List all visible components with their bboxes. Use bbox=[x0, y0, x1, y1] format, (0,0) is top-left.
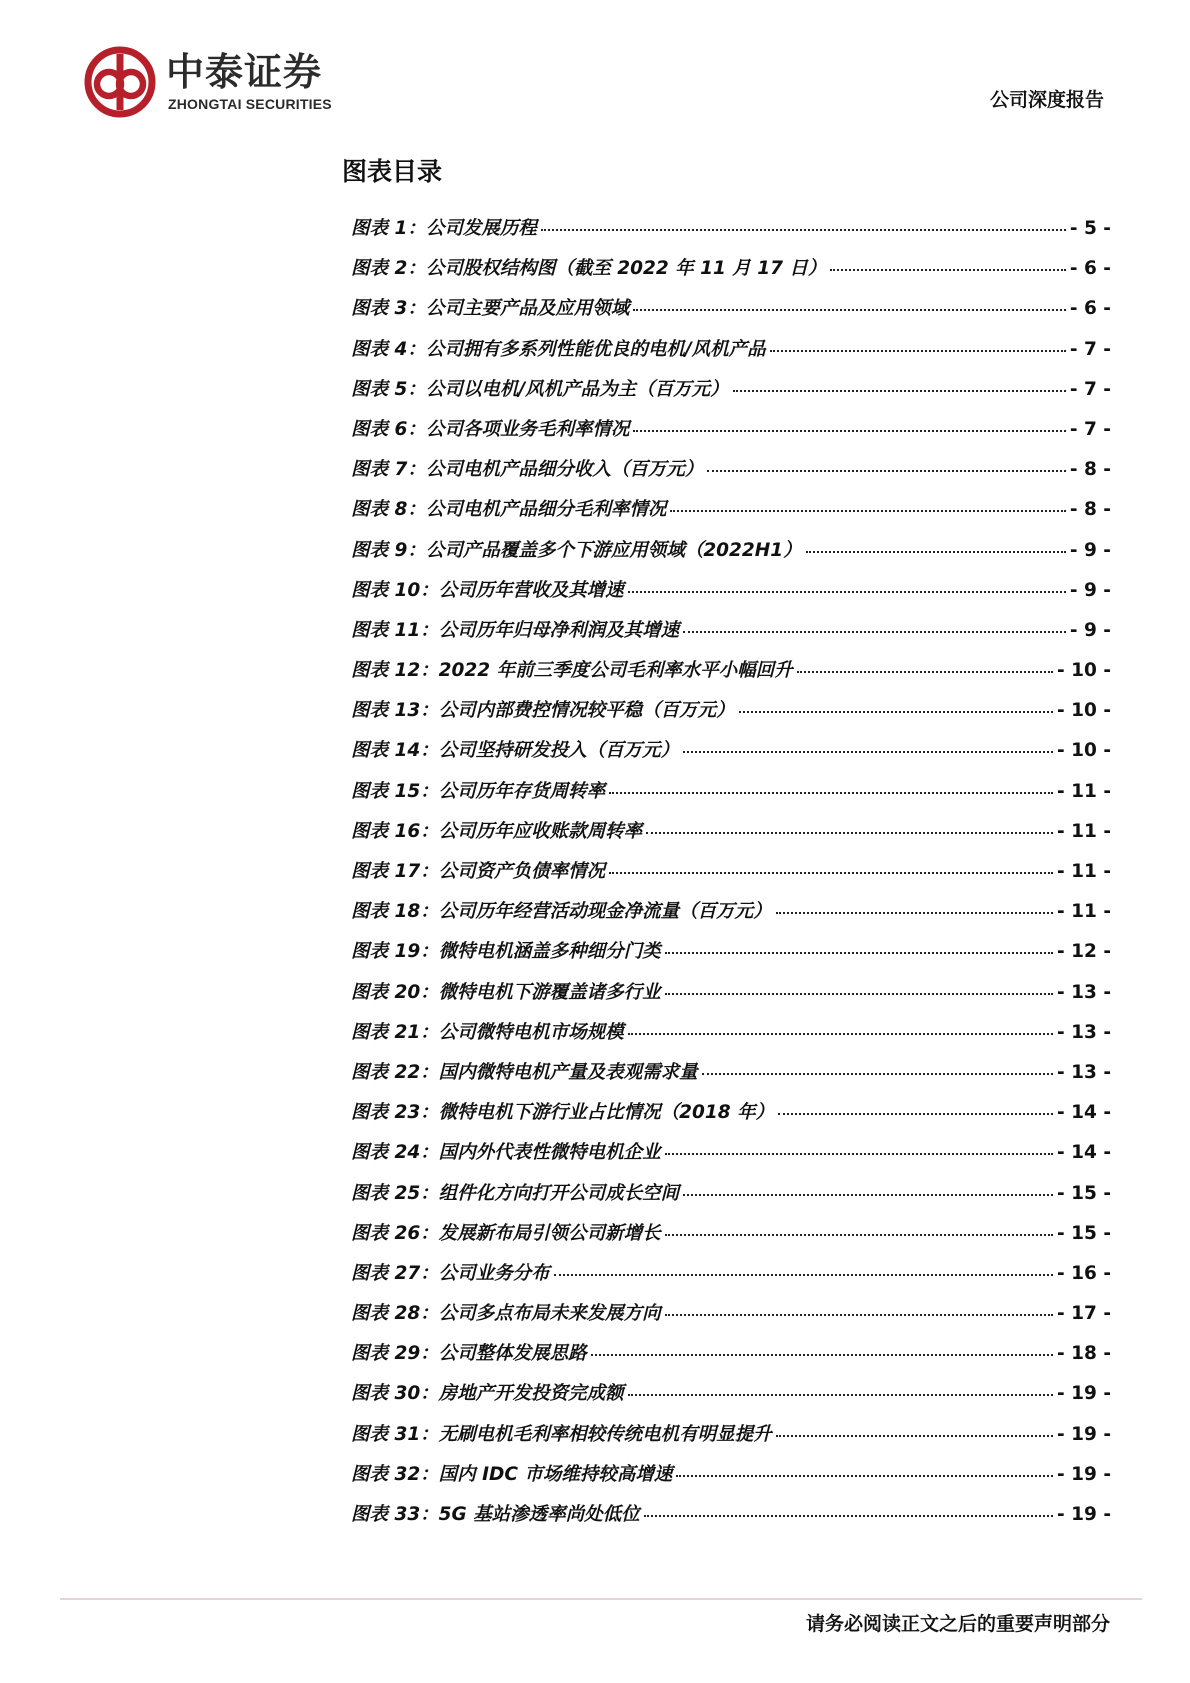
footer-disclaimer: 请务必阅读正文之后的重要声明部分 bbox=[805, 1613, 1110, 1635]
toc-entry-page: - 11 - bbox=[1057, 861, 1111, 882]
toc-entry-label: 图表 15：公司历年存货周转率 bbox=[351, 780, 606, 802]
toc-entry-label: 图表 19：微特电机涵盖多种细分门类 bbox=[351, 941, 661, 963]
toc-entry-page: - 10 - bbox=[1057, 660, 1111, 682]
toc-entry-label: 图表 21：公司微特电机市场规模 bbox=[351, 1021, 624, 1043]
toc-entry-label: 图表 18：公司历年经营活动现金净流量（百万元） bbox=[351, 901, 772, 923]
toc-entry-page: - 6 - bbox=[1069, 258, 1111, 280]
toc-entry[interactable] bbox=[351, 1460, 1111, 1500]
toc-entry[interactable] bbox=[351, 857, 1111, 897]
toc-entry[interactable] bbox=[351, 616, 1111, 656]
toc-entry-label: 图表 22：国内微特电机产量及表观需求量 bbox=[351, 1061, 698, 1083]
toc-entry-page: - 17 - bbox=[1057, 1303, 1111, 1325]
toc-entry[interactable] bbox=[351, 1420, 1111, 1460]
toc-entry-label: 图表 7：公司电机产品细分收入（百万元） bbox=[351, 459, 704, 481]
toc-entry-page: - 7 - bbox=[1069, 418, 1111, 440]
toc-dot-leader bbox=[665, 1314, 1053, 1316]
toc-dot-leader bbox=[554, 1274, 1053, 1276]
toc-entry-label: 图表 25：组件化方向打开公司成长空间 bbox=[351, 1182, 680, 1204]
zhongtai-logo-icon bbox=[84, 46, 156, 118]
brand-name-cn: 中泰证券 bbox=[166, 50, 323, 94]
toc-dot-leader bbox=[776, 912, 1053, 914]
toc-dot-leader bbox=[665, 1153, 1053, 1155]
toc-entry-page: - 6 - bbox=[1069, 298, 1111, 320]
toc-entry-label: 图表 24：国内外代表性微特电机企业 bbox=[351, 1142, 661, 1164]
toc-entry-page: - 9 - bbox=[1069, 579, 1111, 601]
toc-entry-label: 图表 10：公司历年营收及其增速 bbox=[351, 579, 624, 601]
toc-dot-leader bbox=[665, 952, 1053, 954]
toc-entry-page: - 10 - bbox=[1057, 700, 1111, 722]
toc-dot-leader bbox=[683, 631, 1066, 633]
toc-entry-label: 图表 27：公司业务分布 bbox=[351, 1262, 550, 1284]
toc-entry-label: 图表 26：发展新布局引领公司新增长 bbox=[351, 1222, 661, 1244]
toc-entry-page: - 13 - bbox=[1057, 1061, 1111, 1083]
toc-entry-page: - 8 - bbox=[1069, 499, 1111, 521]
toc-entry[interactable] bbox=[351, 536, 1111, 576]
toc-entry-label: 图表 32：国内 IDC 市场维持较高增速 bbox=[351, 1463, 673, 1485]
toc-entry[interactable] bbox=[351, 1339, 1111, 1379]
toc-dot-leader bbox=[628, 1394, 1053, 1396]
toc-dot-leader bbox=[702, 1073, 1053, 1075]
toc-dot-leader bbox=[683, 1194, 1053, 1196]
toc-dot-leader bbox=[541, 229, 1066, 231]
toc-dot-leader bbox=[683, 751, 1053, 753]
toc-entry-label: 图表 5：公司以电机/风机产品为主（百万元） bbox=[351, 378, 729, 400]
toc-dot-leader bbox=[806, 551, 1066, 553]
toc-entry[interactable] bbox=[351, 576, 1111, 616]
toc-entry-page: - 10 - bbox=[1057, 740, 1111, 762]
toc-entry[interactable] bbox=[351, 455, 1111, 495]
toc-dot-leader bbox=[830, 269, 1065, 271]
toc-entry-label: 图表 13：公司内部费控情况较平稳（百万元） bbox=[351, 700, 735, 722]
toc-dot-leader bbox=[670, 510, 1066, 512]
toc-entry-label: 图表 23：微特电机下游行业占比情况（2018 年） bbox=[351, 1102, 775, 1124]
toc-entry[interactable] bbox=[351, 817, 1111, 857]
toc-entry[interactable] bbox=[351, 978, 1111, 1018]
toc-entry-page: - 7 - bbox=[1069, 378, 1111, 400]
toc-entry-page: - 12 - bbox=[1057, 941, 1111, 963]
toc-entry[interactable] bbox=[351, 294, 1111, 334]
toc-entry-label: 图表 31：无刷电机毛利率相较传统电机有明显提升 bbox=[351, 1423, 772, 1445]
toc-dot-leader bbox=[591, 1354, 1053, 1356]
toc-dot-leader bbox=[778, 1113, 1053, 1115]
toc-dot-leader bbox=[797, 671, 1053, 673]
toc-entry[interactable] bbox=[351, 214, 1111, 254]
toc-entry-label: 图表 28：公司多点布局未来发展方向 bbox=[351, 1303, 661, 1325]
toc-dot-leader bbox=[609, 792, 1053, 794]
toc-entry-label: 图表 4：公司拥有多系列性能优良的电机/风机产品 bbox=[351, 338, 766, 360]
toc-entry-page: - 11 - bbox=[1057, 780, 1111, 802]
toc-entry[interactable] bbox=[351, 696, 1111, 736]
toc-entry[interactable] bbox=[351, 937, 1111, 977]
toc-entry-page: - 13 - bbox=[1057, 1021, 1111, 1043]
toc-entry-label: 图表 9：公司产品覆盖多个下游应用领域（2022H1） bbox=[351, 539, 802, 561]
toc-entry-page: - 8 - bbox=[1069, 459, 1111, 481]
toc-dot-leader bbox=[646, 832, 1053, 834]
footer-divider bbox=[60, 1598, 1142, 1600]
toc-entry-label: 图表 16：公司历年应收账款周转率 bbox=[351, 820, 643, 842]
toc-entry-label: 图表 20：微特电机下游覆盖诸多行业 bbox=[351, 981, 661, 1003]
report-type-label: 公司深度报告 bbox=[989, 89, 1104, 111]
toc-entry-page: - 15 - bbox=[1057, 1182, 1111, 1204]
toc-dot-leader bbox=[633, 430, 1066, 432]
toc-dot-leader bbox=[609, 872, 1053, 874]
toc-entry-label: 图表 30：房地产开发投资完成额 bbox=[351, 1383, 624, 1405]
toc-entry-label: 图表 17：公司资产负债率情况 bbox=[351, 861, 606, 882]
toc-entry-page: - 19 - bbox=[1057, 1423, 1111, 1445]
toc-entry-page: - 9 - bbox=[1069, 539, 1111, 561]
toc-entry[interactable] bbox=[351, 897, 1111, 937]
toc-entry-page: - 7 - bbox=[1069, 338, 1111, 360]
toc-entry[interactable] bbox=[351, 1018, 1111, 1058]
toc-entry-label: 图表 1：公司发展历程 bbox=[351, 218, 537, 239]
toc-dot-leader bbox=[633, 309, 1066, 311]
toc-entry[interactable] bbox=[351, 495, 1111, 535]
toc-entry[interactable] bbox=[351, 254, 1111, 294]
toc-entry[interactable] bbox=[351, 1098, 1111, 1138]
toc-entry-label: 图表 14：公司坚持研发投入（百万元） bbox=[351, 740, 680, 762]
toc-dot-leader bbox=[628, 591, 1066, 593]
toc-entry[interactable] bbox=[351, 656, 1111, 696]
toc-dot-leader bbox=[770, 350, 1066, 352]
toc-entry-page: - 5 - bbox=[1069, 218, 1111, 239]
toc-entry-label: 图表 11：公司历年归母净利润及其增速 bbox=[351, 619, 680, 641]
toc-entry-page: - 19 - bbox=[1057, 1463, 1111, 1485]
toc-entry-page: - 11 - bbox=[1057, 901, 1111, 923]
toc-entry-page: - 16 - bbox=[1057, 1262, 1111, 1284]
toc-entry-label: 图表 3：公司主要产品及应用领域 bbox=[351, 298, 630, 320]
toc-entry[interactable] bbox=[351, 777, 1111, 817]
toc-entry-page: - 19 - bbox=[1057, 1504, 1111, 1525]
toc-dot-leader bbox=[739, 711, 1053, 713]
toc-entry[interactable] bbox=[351, 415, 1111, 455]
toc-entry-page: - 19 - bbox=[1057, 1383, 1111, 1405]
toc-entry[interactable] bbox=[351, 1219, 1111, 1259]
toc-entry[interactable] bbox=[351, 1058, 1111, 1098]
toc-dot-leader bbox=[628, 1033, 1053, 1035]
toc-entry-label: 图表 8：公司电机产品细分毛利率情况 bbox=[351, 499, 667, 521]
figure-index-list bbox=[351, 214, 1111, 1540]
toc-dot-leader bbox=[644, 1515, 1053, 1517]
toc-entry[interactable] bbox=[351, 1179, 1111, 1219]
toc-dot-leader bbox=[707, 470, 1066, 472]
toc-entry-page: - 18 - bbox=[1057, 1343, 1111, 1365]
toc-dot-leader bbox=[665, 1234, 1053, 1236]
toc-dot-leader bbox=[676, 1475, 1053, 1477]
toc-entry-label: 图表 29：公司整体发展思路 bbox=[351, 1343, 587, 1365]
toc-entry-label: 图表 6：公司各项业务毛利率情况 bbox=[351, 418, 630, 440]
toc-entry-label: 图表 12：2022 年前三季度公司毛利率水平小幅回升 bbox=[351, 660, 793, 682]
toc-entry-label: 图表 2：公司股权结构图（截至 2022 年 11 月 17 日） bbox=[351, 258, 827, 280]
toc-entry-page: - 11 - bbox=[1057, 820, 1111, 842]
toc-entry-label: 图表 33：5G 基站渗透率尚处低位 bbox=[351, 1504, 640, 1525]
toc-entry-page: - 14 - bbox=[1057, 1102, 1111, 1124]
toc-entry[interactable] bbox=[351, 1379, 1111, 1419]
toc-entry[interactable] bbox=[351, 375, 1111, 415]
toc-title: 图表目录 bbox=[342, 157, 443, 186]
toc-entry-page: - 9 - bbox=[1069, 619, 1111, 641]
toc-entry[interactable] bbox=[351, 335, 1111, 375]
toc-entry-page: - 15 - bbox=[1057, 1222, 1111, 1244]
toc-dot-leader bbox=[776, 1435, 1053, 1437]
brand-name-en: ZHONGTAI SECURITIES bbox=[168, 96, 332, 112]
toc-dot-leader bbox=[733, 390, 1066, 392]
toc-entry-page: - 14 - bbox=[1057, 1142, 1111, 1164]
toc-dot-leader bbox=[665, 993, 1053, 995]
toc-entry[interactable] bbox=[351, 1299, 1111, 1339]
toc-entry[interactable] bbox=[351, 1259, 1111, 1299]
toc-entry[interactable] bbox=[351, 1138, 1111, 1178]
toc-entry-page: - 13 - bbox=[1057, 981, 1111, 1003]
toc-entry[interactable] bbox=[351, 736, 1111, 776]
toc-entry[interactable] bbox=[351, 1500, 1111, 1540]
company-logo bbox=[84, 46, 364, 118]
